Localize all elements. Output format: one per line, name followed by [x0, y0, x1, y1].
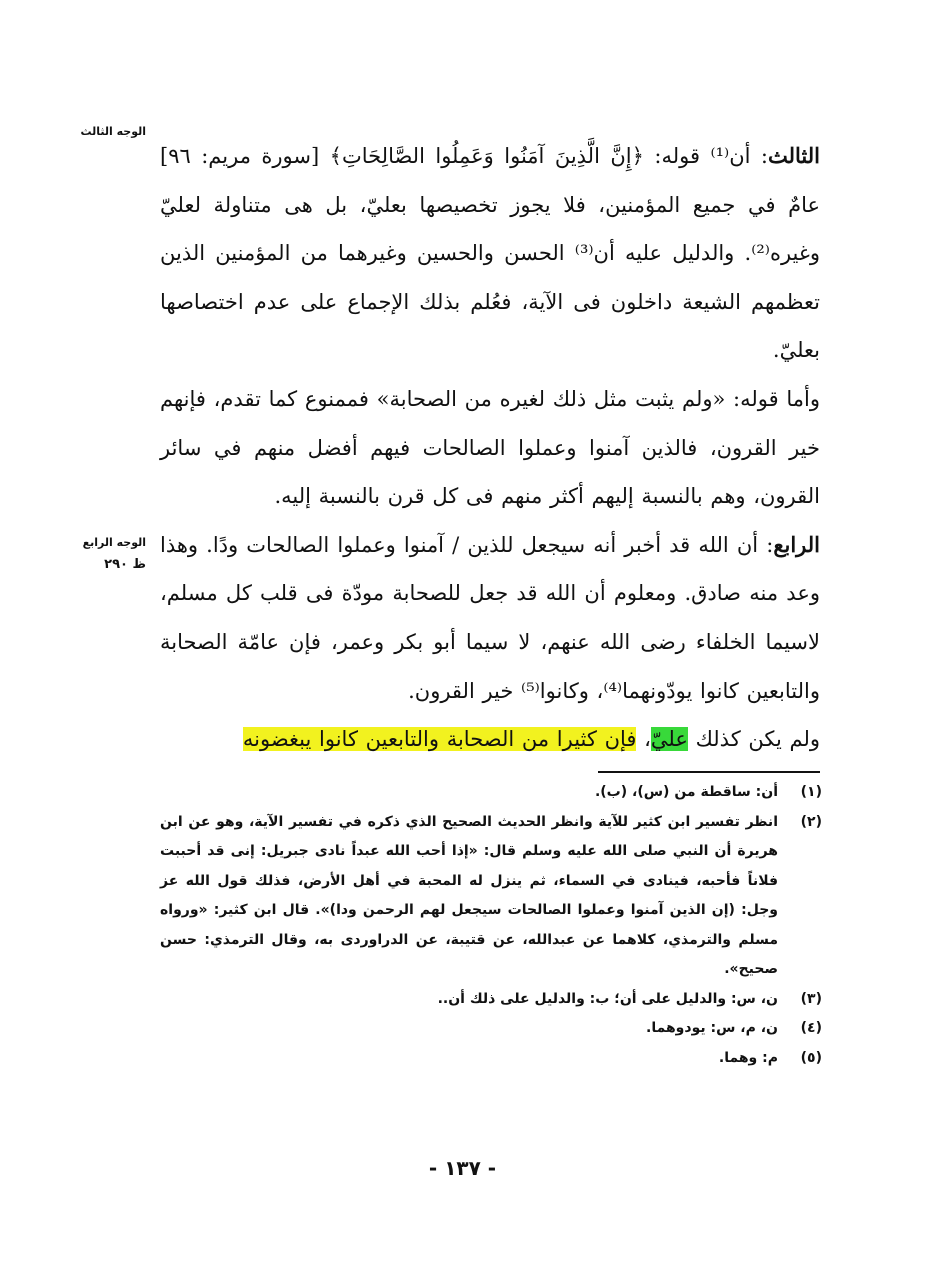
footnote-number: (٥) — [800, 1049, 822, 1066]
paragraph-text: ولم يكن كذلك — [695, 727, 820, 752]
main-text — [160, 132, 820, 764]
paragraph-text: وأما قوله: «ولم يثبت مثل ذلك لغيره من الصحابة» فممنوع كما تقدم، فإنهم خير القرون، فالذين آمنوا وعملوا الصالحات فيهم أفضل منهم في سائر القرون، وهم بالنسبة إليهم أكثر منهم فى كل قرن بالنسبة إليه. — [160, 386, 820, 509]
footnote-text: ن، م، س: يودوهما. — [646, 1020, 778, 1036]
footnote-text: م: وهما. — [718, 1049, 778, 1066]
section-lead-fourth: الرابع — [773, 531, 820, 557]
margin-note-text: الوجه الرابع — [82, 536, 146, 549]
footnote-item — [160, 808, 822, 985]
footnote-number: (٢) — [800, 813, 822, 830]
paragraph-text: : أن⁽¹⁾ قوله: ﴿إِنَّ الَّذِينَ آمَنُوا وَعَمِلُوا الصَّالِحَاتِ﴾ [سورة مريم: ٩٦] عامٌ في جميع المؤمنين، فلا يجوز تخصيصها بعليّ، بل هى متناولة لعليّ وغيره⁽²⁾. والدليل عليه أن⁽³⁾ الحسن والحسين وغيرهما من المؤمنين الذين تعظمهم الشيعة داخلون فى الآية، فعُلم بذلك الإجماع على عدم اختصاصها بعليّ. — [160, 144, 820, 363]
highlight-yellow: فإن كثيرا من الصحابة والتابعين كانوا يبغضونه — [242, 727, 637, 752]
paragraph-response — [160, 375, 820, 521]
footnote-text: انظر تفسير ابن كثير للآية وانظر الحديث الصحيح الذي ذكره في تفسير الآية، وهو عن ابن هريرة أن النبي صلى الله عليه وسلم قال: «إذا أحب الله عبداً نادى جبريل: إنى قد أحببت فلاناً فأحبه، فينادى في السماء، ثم ينزل له المحبة في أهل الأرض، فذلك قول الله عز وجل: (إن الذين آمنوا وعملوا الصالحات سيجعل لهم الرحمن ودا)». قال ابن كثير: «ورواه مسلم والترمذي، كلاهما عن عبدالله، عن قتيبة، عن الدراوردى به، وقال الترمذي: حسن صحيح». — [160, 813, 778, 977]
paragraph-fourth-aspect — [160, 521, 820, 715]
margin-note-third-aspect — [66, 125, 146, 138]
footnote-item — [160, 778, 822, 808]
footnote-item — [160, 1014, 822, 1044]
punctuation: ، — [644, 727, 651, 752]
manuscript-folio-ref: ظ ٢٩٠ — [104, 557, 146, 572]
paragraph-last-line — [160, 715, 820, 764]
footnote-item — [160, 1044, 822, 1074]
footnote-divider — [598, 771, 820, 773]
margin-note-fourth-aspect — [66, 536, 146, 572]
margin-note-text: الوجه الثالث — [80, 125, 146, 138]
paragraph-third-aspect — [160, 132, 820, 375]
section-lead-third: الثالث — [768, 143, 820, 168]
footnote-text: أن: ساقطة من (س)، (ب). — [594, 784, 778, 800]
footnote-number: (١) — [800, 784, 822, 800]
paragraph-text: : أن الله قد أخبر أنه سيجعل للذين / آمنوا وعملوا الصالحات ودًا. وهذا وعد منه صادق. ومعلوم أن الله قد جعل للصحابة مودّة فى قلب كل مسلم، لاسيما الخلفاء رضى الله عنهم، لا سيما أبو بكر وعمر، فإن عامّة الصحابة والتابعين كانوا يودّونهما⁽⁴⁾، وكانوا⁽⁵⁾ خير القرون. — [160, 532, 820, 703]
footnote-number: (٤) — [800, 1020, 822, 1036]
footnote-item — [160, 985, 822, 1015]
footnotes — [160, 778, 822, 1073]
footnote-number: (٣) — [800, 990, 822, 1007]
footnote-text: ن، س: والدليل على أن؛ ب: والدليل على ذلك أن.. — [437, 990, 778, 1007]
highlight-green: عليّ — [650, 727, 688, 752]
page-number: - ١٣٧ - — [428, 1156, 497, 1180]
